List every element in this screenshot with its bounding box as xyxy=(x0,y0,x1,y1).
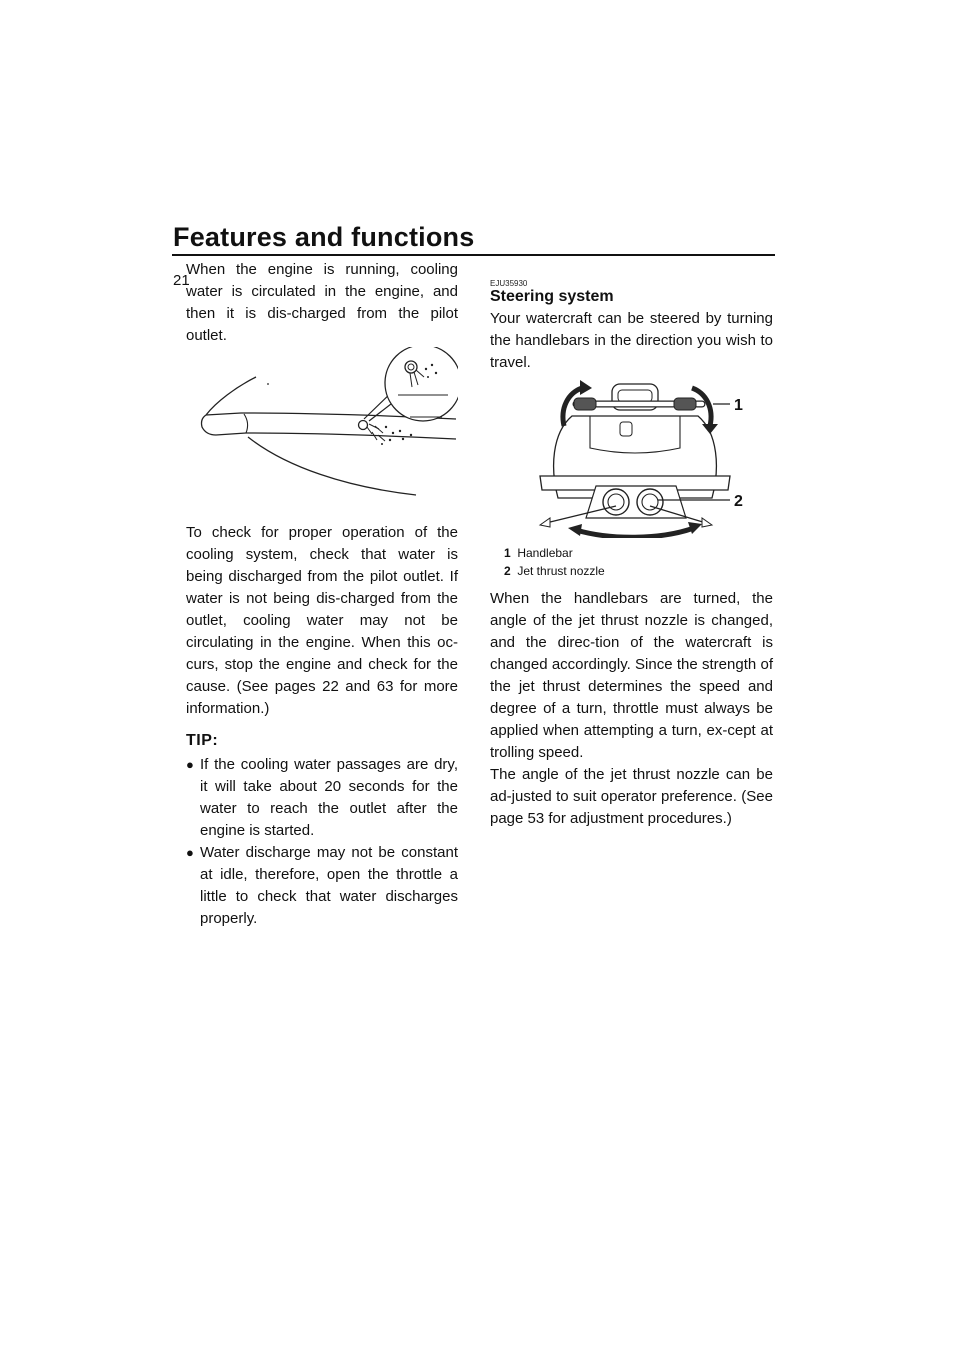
steering-illustration xyxy=(490,378,773,538)
right-column xyxy=(490,259,773,830)
tip-list xyxy=(186,754,458,930)
steering-intro-paragraph: Your watercraft can be steered by turning the handlebars in the direction you wish to travel. xyxy=(490,310,773,371)
tip-heading: TIP: xyxy=(186,732,219,749)
left-column xyxy=(186,259,458,930)
section-title: Steering system xyxy=(490,288,614,305)
section-code: EJU35930 xyxy=(490,279,528,288)
bullet-icon: ● xyxy=(186,757,194,772)
tip-item: ● Water discharge may not be constant at idle, therefore, open the throttle a little to check that water discharges properly. xyxy=(186,844,458,927)
figure-captions xyxy=(490,544,773,580)
steering-body-paragraph-1: When the handlebars are turned, the angle of the jet thrust nozzle is changed, and the direc-tion of the watercraft is changed accordingly. Since the strength of the jet thrust determines the speed and degree of a turn, throttle must always be applied when attempting a turn, ex-cept at trolling speed. xyxy=(490,590,773,761)
pilot-outlet-illustration xyxy=(186,347,458,522)
caption-row: 2 Jet thrust nozzle xyxy=(504,564,605,578)
callout-2: 2 xyxy=(734,493,743,510)
callout-1: 1 xyxy=(734,397,743,414)
tip-item: ● If the cooling water passages are dry, it will take about 20 seconds for the water to reach the outlet after the engine is started. xyxy=(186,756,458,839)
caption-row: 1 Handlebar xyxy=(504,546,573,560)
cooling-check-paragraph: To check for proper operation of the cooling system, check that water is being discharged from the pilot outlet. If water is not being dis-charged from the outlet, cooling water may not be circulating in the engine. When this oc-curs, stop the engine and check for the cause. (See pages 22 and 63 for more information.) xyxy=(186,524,458,717)
title-rule xyxy=(172,254,775,256)
page-title: Features and functions xyxy=(173,222,475,252)
page-number: 21 xyxy=(173,272,190,289)
steering-body-paragraph-2: The angle of the jet thrust nozzle can be ad-justed to suit operator preference. (See page 53 for adjustment procedures.) xyxy=(490,766,773,827)
bullet-icon: ● xyxy=(186,845,194,860)
cooling-intro-paragraph: When the engine is running, cooling water is circulated in the engine, and then it is dis-charged from the pilot outlet. xyxy=(186,261,458,344)
